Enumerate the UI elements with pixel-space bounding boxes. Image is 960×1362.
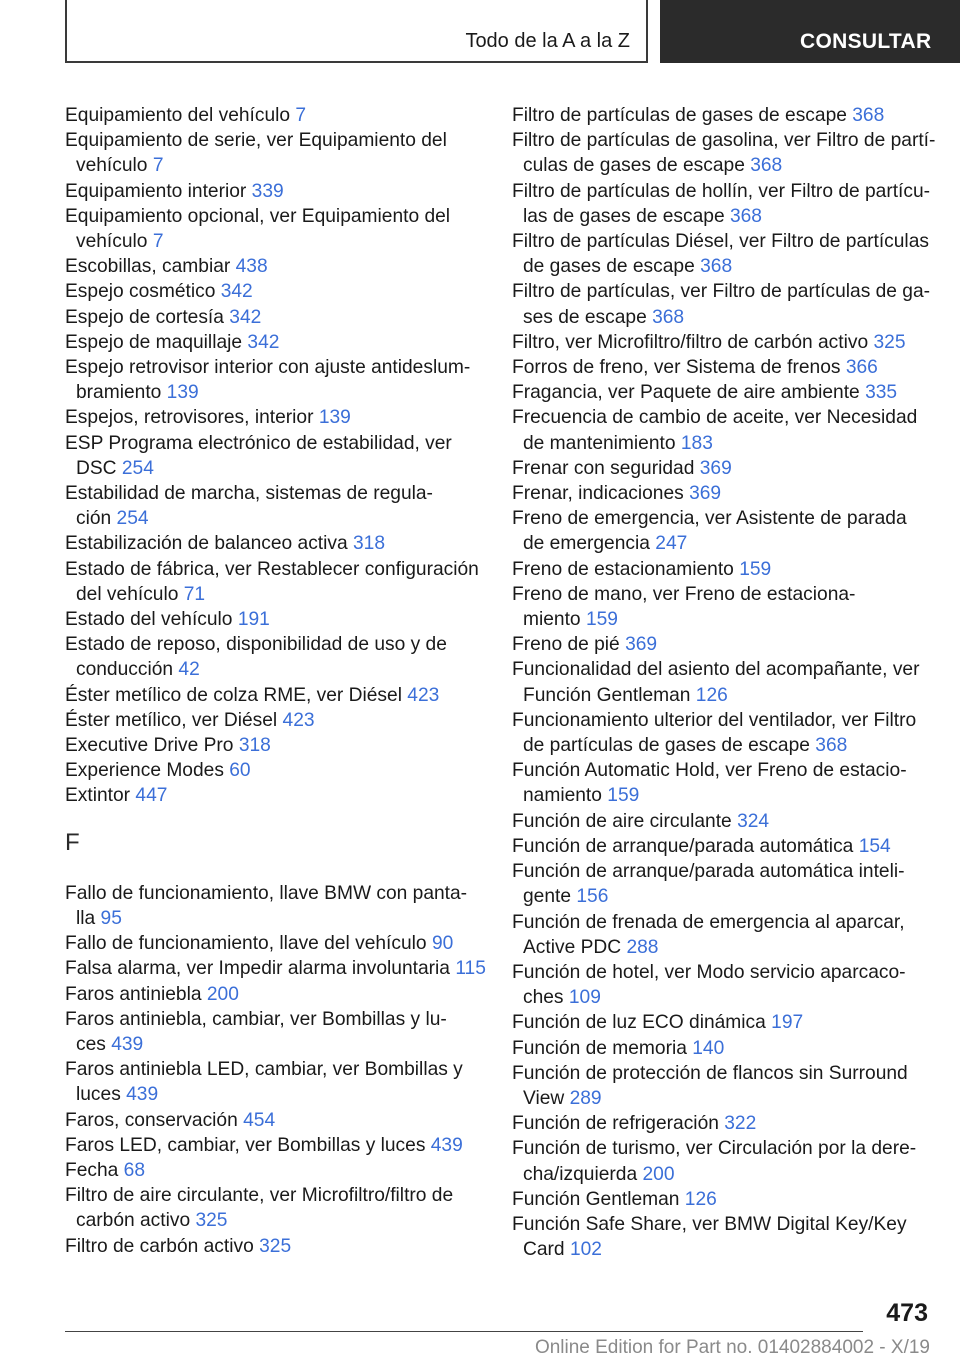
entry-term: Función de arranque/parada automática	[512, 835, 854, 857]
index-entry	[65, 1183, 480, 1233]
entry-term: Executive Drive Pro	[65, 735, 234, 757]
entry-term-continued: conducción	[76, 659, 174, 681]
index-entry	[512, 859, 932, 909]
entry-term: ESP Programa electrónico de estabilidad, ver	[65, 432, 452, 454]
entry-term-continued: de gases de escape	[523, 256, 695, 278]
index-entry	[512, 405, 932, 455]
entry-term-continued: gente	[523, 886, 572, 908]
page-reference-link[interactable]: 68	[123, 1159, 146, 1181]
entry-term-continued: Active PDC	[523, 936, 622, 958]
entry-term: Estado de fábrica, ver Restablecer configuración	[65, 558, 479, 580]
page-reference-link[interactable]: 368	[750, 155, 783, 177]
page-reference-link[interactable]: 368	[652, 306, 685, 328]
entry-term: Función de luz ECO dinámica	[512, 1012, 766, 1034]
entry-term-continued: Función Gentleman	[523, 684, 691, 706]
index-entry	[512, 481, 932, 506]
entry-term-continued: culas de gases de escape	[523, 155, 745, 177]
entry-term: Espejos, retrovisores, interior	[65, 407, 314, 429]
entry-term: Función de hotel, ver Modo servicio aparcaco-	[512, 961, 906, 983]
entry-term-continued: ches	[523, 987, 564, 1009]
index-entry	[65, 783, 480, 808]
entry-term-continued: del vehículo	[76, 583, 179, 605]
index-entry	[65, 179, 480, 204]
index-entry	[65, 355, 480, 405]
entry-term: Función de arranque/parada automática inteli-	[512, 861, 905, 883]
entry-term: Función de frenada de emergencia al aparcar,	[512, 911, 905, 933]
page-reference-link[interactable]: 325	[259, 1235, 292, 1257]
index-entry	[65, 733, 480, 758]
entry-term-continued: ción	[76, 508, 112, 530]
entry-term: Fragancia, ver Paquete de aire ambiente	[512, 382, 860, 404]
entry-term-continued: de emergencia	[523, 533, 650, 555]
index-entry	[65, 1108, 480, 1133]
entry-term-continued: luces	[76, 1084, 121, 1106]
index-entry	[65, 1057, 480, 1107]
entry-term: Función de protección de flancos sin Surround	[512, 1062, 908, 1084]
entry-term: Éster metílico, ver Diésel	[65, 709, 278, 731]
entry-term-continued: bramiento	[76, 382, 162, 404]
entry-term: Equipamiento interior	[65, 180, 247, 202]
entry-term: Filtro de partículas de gasolina, ver Filtro de partí-	[512, 130, 936, 152]
entry-term-continued: vehículo	[76, 231, 148, 253]
index-entry	[512, 1036, 932, 1061]
page-reference-link[interactable]: 325	[873, 331, 906, 353]
index-entry	[512, 582, 932, 632]
index-entry	[512, 380, 932, 405]
entry-term: Escobillas, cambiar	[65, 256, 231, 278]
page-reference-link[interactable]: 366	[845, 357, 878, 379]
page-reference-link[interactable]: 60	[229, 760, 251, 782]
entry-term: Espejo de maquillaje	[65, 331, 243, 353]
page-reference-link[interactable]: 159	[607, 785, 640, 807]
page-reference-link[interactable]: 439	[126, 1084, 159, 1106]
entry-term: Función de aire circulante	[512, 810, 732, 832]
page-reference-link[interactable]: 423	[282, 709, 315, 731]
page-reference-link[interactable]: 254	[116, 508, 149, 530]
entry-term: Espejo de cortesía	[65, 306, 224, 328]
index-entry	[512, 179, 932, 229]
page-reference-link[interactable]: 191	[237, 609, 270, 631]
index-entry	[512, 758, 932, 808]
page-reference-link[interactable]: 423	[407, 684, 440, 706]
page-reference-link[interactable]: 368	[815, 735, 848, 757]
index-entry	[65, 557, 480, 607]
page-reference-link[interactable]: 447	[135, 785, 168, 807]
index-entry	[65, 982, 480, 1007]
page-reference-link[interactable]: 139	[166, 382, 199, 404]
header-frame	[65, 0, 648, 63]
index-entry	[65, 1007, 480, 1057]
entry-term-continued: miento	[523, 609, 581, 631]
entry-term: Experience Modes	[65, 760, 224, 782]
page-reference-link[interactable]: 439	[111, 1033, 144, 1055]
page-reference-link[interactable]: 254	[121, 457, 154, 479]
index-entry	[65, 481, 480, 531]
entry-term: Filtro de partículas, ver Filtro de partículas de ga-	[512, 281, 931, 303]
page-reference-link[interactable]: 368	[700, 256, 733, 278]
index-entry	[65, 1133, 480, 1158]
entry-term: Fallo de funcionamiento, llave del vehículo	[65, 933, 427, 955]
page-reference-link[interactable]: 109	[568, 987, 601, 1009]
page-reference-link[interactable]: 42	[178, 659, 200, 681]
index-list-f	[65, 881, 486, 1259]
page-reference-link[interactable]: 369	[625, 634, 658, 656]
entry-term: Fallo de funcionamiento, llave BMW con panta-	[65, 882, 468, 904]
page-reference-link[interactable]: 368	[729, 205, 762, 227]
page-reference-link[interactable]: 368	[852, 105, 885, 126]
page-reference-link[interactable]: 183	[680, 432, 713, 454]
index-entry	[65, 204, 480, 254]
index-entry	[512, 279, 932, 329]
index-entry	[512, 103, 932, 128]
entry-term: Freno de mano, ver Freno de estaciona-	[512, 583, 856, 605]
page-reference-link[interactable]: 159	[585, 609, 618, 631]
page-reference-link[interactable]: 289	[569, 1087, 602, 1109]
entry-term: Equipamiento del vehículo	[65, 105, 291, 126]
section-title: Todo de la A a la Z	[465, 30, 630, 52]
entry-term: Faros LED, cambiar, ver Bombillas y luces	[65, 1134, 426, 1156]
entry-term: Extintor	[65, 785, 131, 807]
index-list-f-continued	[512, 103, 936, 1262]
index-column-left	[65, 103, 486, 1259]
entry-term: Freno de pié	[512, 634, 620, 656]
page-reference-link[interactable]: 438	[235, 256, 268, 278]
entry-term: Funcionamiento ulterior del ventilador, ver Filtro	[512, 709, 917, 731]
entry-term: Función de memoria	[512, 1037, 687, 1059]
index-entry	[65, 405, 480, 430]
index-entry	[65, 254, 480, 279]
entry-term: Filtro de partículas de hollín, ver Filtro de partícu-	[512, 180, 931, 202]
page-reference-link[interactable]: 156	[576, 886, 609, 908]
page-reference-link[interactable]: 90	[431, 933, 454, 955]
page-reference-link[interactable]: 95	[100, 907, 122, 929]
index-entry	[512, 632, 932, 657]
entry-term: Frenar, indicaciones	[512, 483, 684, 505]
entry-term: Espejo retrovisor interior con ajuste antideslum-	[65, 357, 471, 379]
index-entry	[65, 1234, 480, 1259]
index-entry	[512, 1010, 932, 1035]
entry-term: Estado del vehículo	[65, 609, 233, 631]
entry-term: Éster metílico de colza RME, ver Diésel	[65, 684, 402, 706]
page-reference-link[interactable]: 335	[865, 382, 898, 404]
page-reference-link[interactable]: 126	[695, 684, 728, 706]
index-entry	[65, 330, 480, 355]
page-reference-link[interactable]: 325	[195, 1210, 228, 1232]
page-reference-link[interactable]: 369	[699, 457, 732, 479]
index-entry	[512, 1136, 932, 1186]
entry-term: Freno de estacionamiento	[512, 558, 734, 580]
entry-term: Función Automatic Hold, ver Freno de estacio-	[512, 760, 907, 782]
index-list-e	[65, 103, 480, 809]
index-entry	[512, 456, 932, 481]
entry-term: Frenar con seguridad	[512, 457, 695, 479]
index-entry	[512, 834, 932, 859]
index-entry	[65, 708, 480, 733]
entry-term: Filtro de carbón activo	[65, 1235, 254, 1257]
entry-term: Funcionalidad del asiento del acompañante, ver	[512, 659, 920, 681]
entry-term: Espejo cosmético	[65, 281, 216, 303]
entry-term: Faros antiniebla	[65, 983, 202, 1005]
entry-term-continued: Card	[523, 1239, 565, 1261]
entry-term: Faros antiniebla LED, cambiar, ver Bombillas y	[65, 1059, 463, 1081]
entry-term: Estabilización de balanceo activa	[65, 533, 348, 555]
page-reference-link[interactable]: 318	[353, 533, 386, 555]
page-reference-link[interactable]: 318	[238, 735, 271, 757]
page-reference-link[interactable]: 247	[655, 533, 688, 555]
page-reference-link[interactable]: 7	[295, 105, 307, 126]
index-letter-heading: F	[65, 828, 80, 856]
index-entry	[512, 355, 932, 380]
index-entry	[65, 531, 480, 556]
entry-term: Función Safe Share, ver BMW Digital Key/Key	[512, 1213, 907, 1235]
tab-consultar[interactable]: CONSULTAR	[660, 0, 960, 63]
index-entry	[65, 305, 480, 330]
entry-term: Forros de freno, ver Sistema de frenos	[512, 357, 841, 379]
entry-term-continued: namiento	[523, 785, 602, 807]
entry-term-continued: View	[523, 1087, 565, 1109]
page-reference-link[interactable]: 342	[229, 306, 262, 328]
footer-edition: Online Edition for Part no. 01402884002 - X/19	[534, 1337, 930, 1358]
entry-term: Frecuencia de cambio de aceite, ver Necesidad	[512, 407, 918, 429]
entry-term-continued: ses de escape	[523, 306, 647, 328]
index-entry	[65, 1158, 480, 1183]
entry-term: Fecha	[65, 1159, 119, 1181]
entry-term: Faros antiniebla, cambiar, ver Bombillas y lu-	[65, 1008, 447, 1030]
entry-term-continued: lla	[76, 907, 96, 929]
entry-term-continued: las de gases de escape	[523, 205, 725, 227]
entry-term: Función de turismo, ver Circulación por la dere-	[512, 1138, 917, 1160]
index-entry	[65, 632, 480, 682]
entry-term-continued: cha/izquierda	[523, 1163, 638, 1185]
page-reference-link[interactable]: 342	[247, 331, 280, 353]
page-reference-link[interactable]: 324	[737, 810, 770, 832]
entry-term-continued: de partículas de gases de escape	[523, 735, 810, 757]
entry-term: Equipamiento de serie, ver Equipamiento del	[65, 130, 447, 152]
entry-term: Faros, conservación	[65, 1109, 238, 1131]
index-entry	[512, 960, 932, 1010]
page-number: 473	[886, 1299, 928, 1327]
index-entry	[65, 279, 480, 304]
page-reference-link[interactable]: 439	[430, 1134, 463, 1156]
entry-term-continued: carbón activo	[76, 1210, 191, 1232]
page-reference-link[interactable]: 342	[220, 281, 253, 303]
page-reference-link[interactable]: 115	[455, 958, 486, 980]
entry-term: Equipamiento opcional, ver Equipamiento del	[65, 205, 451, 227]
index-entry	[512, 557, 932, 582]
page-reference-link[interactable]: 339	[251, 180, 284, 202]
entry-term-continued: vehículo	[76, 155, 148, 177]
page-reference-link[interactable]: 288	[626, 936, 659, 958]
index-column-right	[512, 103, 936, 1262]
page-reference-link[interactable]: 71	[183, 583, 206, 605]
index-entry	[512, 708, 932, 758]
page-reference-link[interactable]: 322	[724, 1113, 757, 1135]
entry-term: Filtro de partículas de gases de escape	[512, 105, 847, 126]
page-reference-link[interactable]: 159	[739, 558, 772, 580]
page-reference-link[interactable]: 200	[206, 983, 239, 1005]
index-entry	[512, 128, 936, 178]
index-entry	[65, 956, 486, 981]
page-reference-link[interactable]: 7	[152, 231, 164, 253]
page-reference-link[interactable]: 102	[569, 1239, 602, 1261]
index-entry	[512, 330, 932, 355]
entry-term: Falsa alarma, ver Impedir alarma involuntaria	[65, 958, 450, 980]
index-entry	[65, 431, 480, 481]
entry-term: Freno de emergencia, ver Asistente de parada	[512, 508, 907, 530]
entry-term: Estado de reposo, disponibilidad de uso y de	[65, 634, 447, 656]
index-entry	[512, 506, 932, 556]
page-reference-link[interactable]: 139	[318, 407, 351, 429]
index-entry	[512, 1061, 932, 1111]
index-entry	[65, 103, 480, 128]
entry-term: Función Gentleman	[512, 1188, 680, 1210]
page-reference-link[interactable]: 126	[684, 1188, 717, 1210]
entry-term: Filtro de aire circulante, ver Microfiltro/filtro de	[65, 1185, 454, 1207]
index-entry	[65, 758, 480, 783]
page-reference-link[interactable]: 369	[689, 483, 722, 505]
index-entry	[512, 910, 932, 960]
index-entry	[65, 607, 480, 632]
entry-term: Estabilidad de marcha, sistemas de regula-	[65, 483, 433, 505]
index-entry	[65, 881, 480, 931]
index-entry	[512, 1187, 932, 1212]
index-entry	[65, 931, 480, 956]
index-entry	[512, 1212, 932, 1262]
page-reference-link[interactable]: 454	[243, 1109, 276, 1131]
page-reference-link[interactable]: 200	[642, 1163, 675, 1185]
page-reference-link[interactable]: 140	[692, 1037, 725, 1059]
index-entry	[65, 128, 480, 178]
entry-term-continued: ces	[76, 1033, 106, 1055]
entry-term: Filtro, ver Microfiltro/filtro de carbón activo	[512, 331, 869, 353]
index-entry	[512, 657, 932, 707]
page-reference-link[interactable]: 197	[771, 1012, 804, 1034]
index-entry	[512, 809, 932, 834]
entry-term-continued: DSC	[76, 457, 117, 479]
index-entry	[512, 1111, 932, 1136]
index-entry	[65, 683, 480, 708]
index-entry	[512, 229, 932, 279]
footer-divider	[65, 1331, 863, 1332]
entry-term-continued: de mantenimiento	[523, 432, 676, 454]
entry-term: Filtro de partículas Diésel, ver Filtro de partículas	[512, 231, 929, 253]
page-reference-link[interactable]: 154	[858, 835, 891, 857]
entry-term: Función de refrigeración	[512, 1113, 719, 1135]
page-reference-link[interactable]: 7	[152, 155, 164, 177]
